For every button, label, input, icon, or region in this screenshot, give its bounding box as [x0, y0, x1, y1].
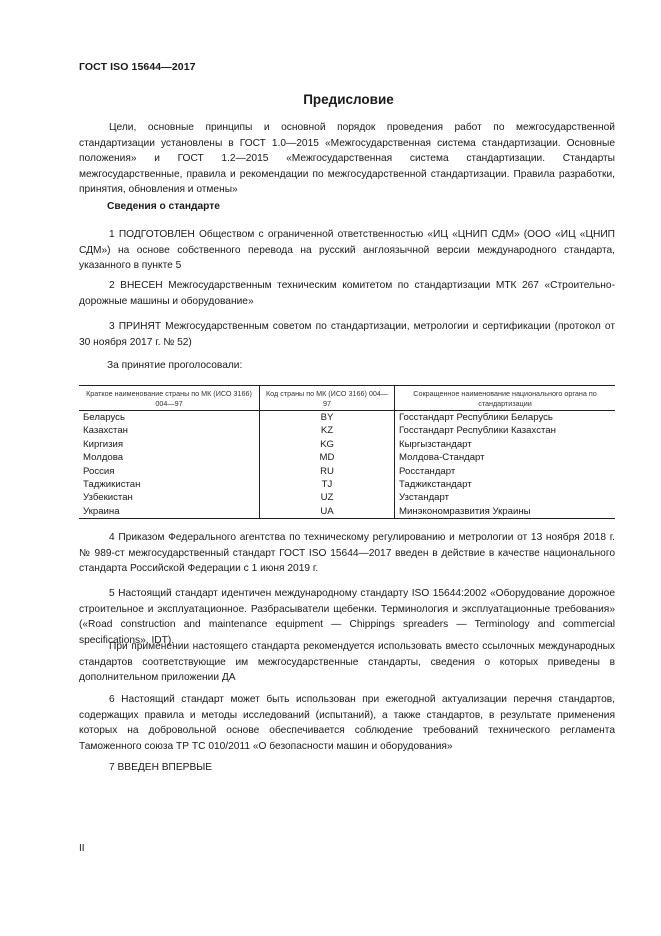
table-row [79, 505, 615, 519]
item-3-text: 3 ПРИНЯТ Межгосударственным советом по стандартизации, метрологии и сертификации (протокол от 30 ноября 2017 г. № 52) [79, 321, 615, 348]
table-row [79, 438, 615, 451]
country-cell: Беларусь [83, 412, 125, 423]
body-cell: Таджикстандарт [399, 479, 472, 491]
vote-intro: За принятие проголосовали: [107, 360, 243, 371]
item-7-text: 7 ВВЕДЕН ВПЕРВЫЕ [109, 762, 213, 773]
table-row [79, 451, 615, 464]
table-row [79, 491, 615, 504]
item-1 [79, 227, 615, 274]
country-cell: Украина [79, 505, 260, 519]
item-5-note-text: При применении настоящего стандарта рекомендуется использовать вместо ссылочных международных стандартов соответствующие им межгосударственные стандарты, сведения о которых приведены в дополнительном приложении ДА [79, 641, 615, 684]
code-cell: UZ [260, 491, 395, 504]
body-cell: Госстандарт Республики Беларусь [399, 412, 553, 423]
body-cell: Кыргызстандарт [399, 438, 472, 450]
item-4-text: 4 Приказом Федерального агентства по техническому регулированию и метрологии от 13 ноября 2018 г. № 989-ст межгосударственный стандарт ГОСТ ISO 15644—2017 введен в действие в качестве национального стандарта Российской Федерации с 1 июня 2019 г. [79, 532, 615, 575]
intro-paragraph [79, 120, 615, 198]
code-cell: KZ [260, 424, 395, 437]
item-7 [79, 760, 615, 776]
country-cell: Узбекистан [83, 492, 133, 504]
country-cell: Киргизия [83, 438, 124, 450]
voting-table [79, 385, 615, 519]
country-cell: Россия [83, 465, 115, 477]
item-5-text: 5 Настоящий стандарт идентичен международному стандарту ISO 15644:2002 «Оборудование дорожное строительное и эксплуатационное. Разбрасыватели щебенки. Терминология и эксплуатационные требования» («Road construction and maintenance equipment — Chippings spreaders — Terminology and commercial specifications», IDT). [79, 588, 615, 646]
code-cell: TJ [260, 478, 395, 491]
item-6 [79, 692, 615, 754]
col-header-body: Сокращенное наименование национального органа по стандартизации [395, 386, 616, 411]
item-1-text: 1 ПОДГОТОВЛЕН Обществом с ограниченной ответственностью «ИЦ «ЦНИП СДМ» (ООО «ИЦ «ЦНИП СДМ») на основе собственного перевода на русский англоязычной версии международного стандарта, указанного в пункте 5 [79, 229, 615, 272]
table-row [79, 478, 615, 491]
table-row [79, 424, 615, 437]
item-5-note [79, 639, 615, 686]
body-cell: Молдова-Стандарт [399, 452, 485, 464]
body-cell: Росстандарт [399, 465, 456, 477]
code-cell: BY [260, 411, 395, 425]
section-heading: Сведения о стандарте [107, 201, 220, 212]
body-cell: Узстандарт [399, 492, 450, 504]
country-cell: Молдова [83, 452, 124, 464]
col-header-code: Код страны по МК (ИСО 3166) 004—97 [260, 386, 395, 411]
country-cell: Таджикистан [83, 479, 141, 491]
body-cell: Минэкономразвития Украины [395, 505, 616, 519]
country-cell: Казахстан [83, 425, 128, 437]
code-cell: MD [260, 451, 395, 464]
page-number: II [79, 843, 85, 854]
table-row [79, 465, 615, 478]
table-header-row [79, 386, 615, 411]
item-2-text: 2 ВНЕСЕН Межгосударственным техническим комитетом по стандартизации МТК 267 «Строительно-дорожные машины и оборудование» [79, 280, 615, 307]
item-4 [79, 530, 615, 577]
item-2 [79, 278, 615, 309]
table-row [79, 411, 615, 425]
item-3 [79, 319, 615, 350]
page-title: Предисловие [303, 92, 394, 107]
code-cell: KG [260, 438, 395, 451]
item-6-text: 6 Настоящий стандарт может быть использован при ежегодной актуализации перечня стандартов, содержащих правила и методы исследований (испытаний), а также стандартов, в результате применения которых на добровольной основе обеспечивается соблюдение требований технического регламента Таможенного союза ТР ТС 010/2011 «О безопасности машин и оборудования» [79, 694, 615, 752]
code-cell: RU [260, 465, 395, 478]
col-header-country: Краткое наименование страны по МК (ИСО 3166) 004—97 [79, 386, 260, 411]
body-cell: Госстандарт Республики Казахстан [399, 425, 556, 437]
code-cell: UA [260, 505, 395, 519]
intro-text: Цели, основные принципы и основной порядок проведения работ по межгосударственной стандартизации установлены в ГОСТ 1.0—2015 «Межгосударственная система стандартизации. Основные положения» и ГОСТ 1.2—2015 «Межгосударственная система стандартизации. Стандарты межгосударственные, правила и рекомендации по межгосударственной стандартизации. Правила разработки, принятия, обновления и отмены» [79, 122, 615, 196]
document-id: ГОСТ ISO 15644—2017 [79, 61, 196, 73]
